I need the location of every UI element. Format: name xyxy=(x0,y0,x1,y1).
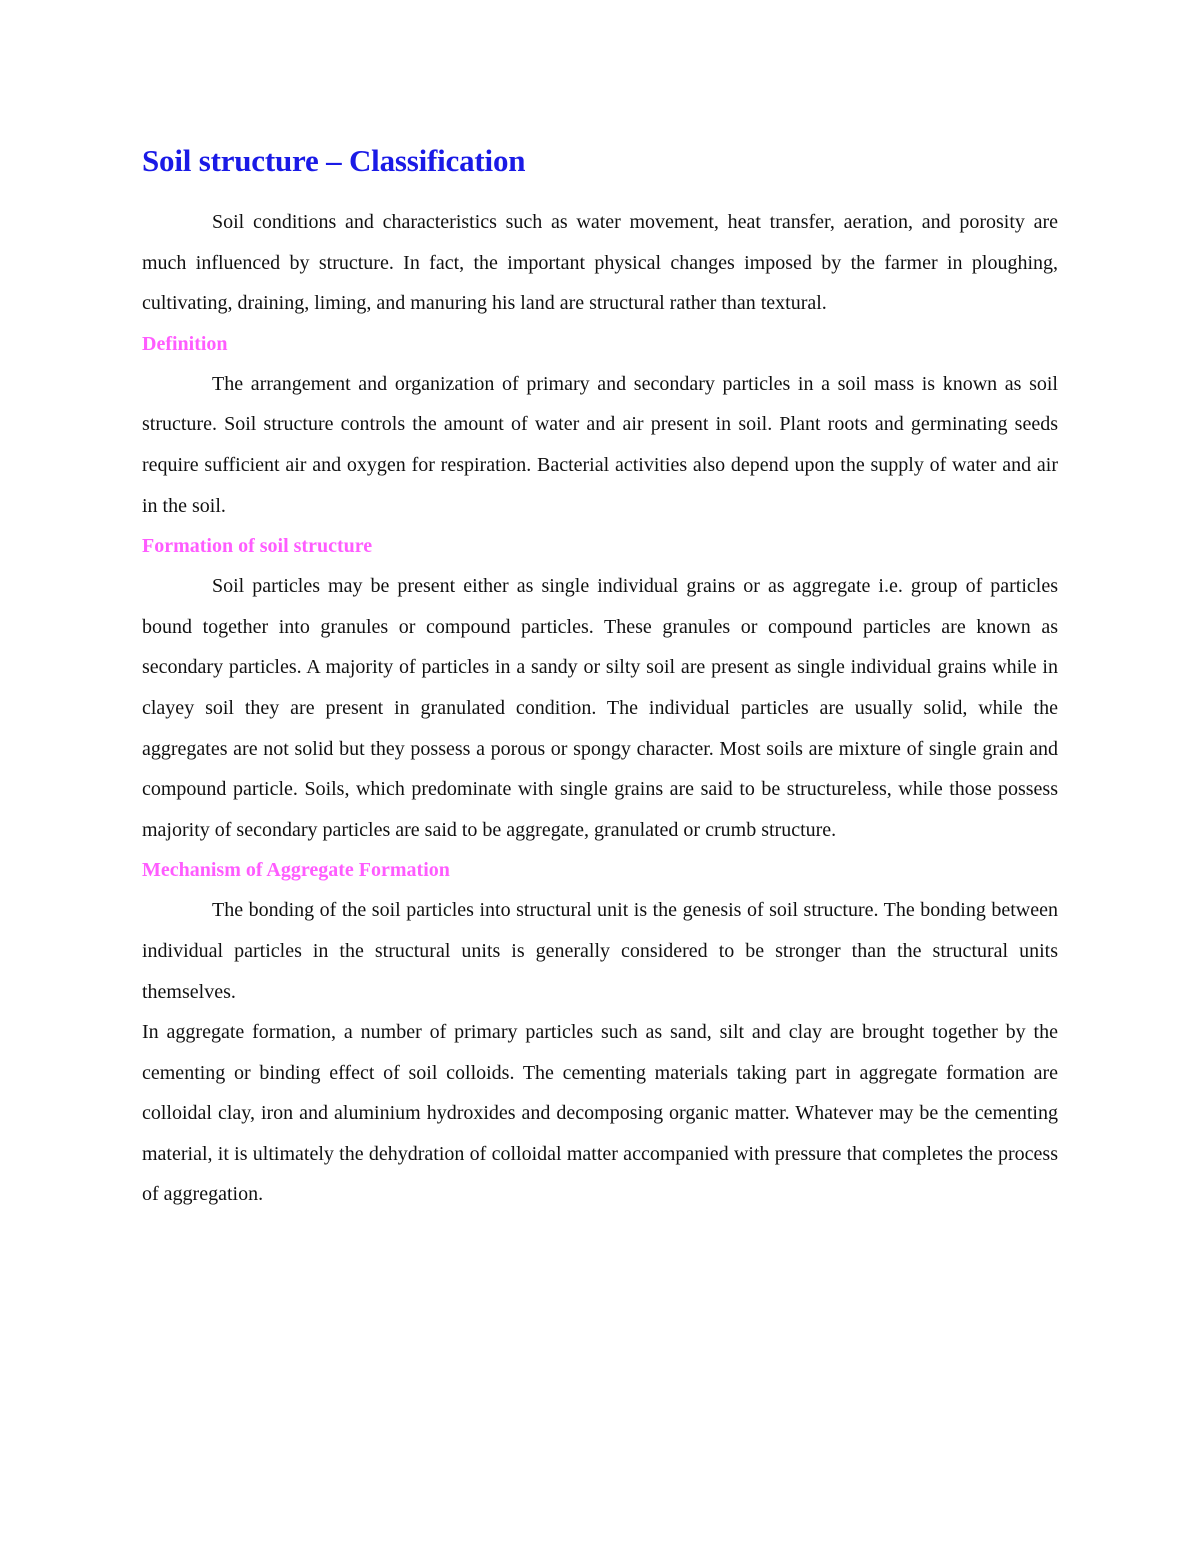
section-heading-definition: Definition xyxy=(142,332,228,355)
document-page xyxy=(142,138,1058,1215)
mechanism-paragraph-2: In aggregate formation, a number of primary particles such as sand, silt and clay are brought together by the cementing or binding effect of soil colloids. The cementing materials taking part in aggregate formation are colloidal clay, iron and aluminium hydroxides and decomposing organic matter. Whatever may be the cementing material, it is ultimately the dehydration of colloidal matter accompanied with pressure that completes the process of aggregation. xyxy=(142,1021,1058,1206)
formation-paragraph: Soil particles may be present either as single individual grains or as aggregate i.e. group of particles bound together into granules or compound particles. These granules or compound particles are known as secondary particles. A majority of particles in a sandy or silty soil are present as single individual grains while in clayey soil they are present in granulated condition. The individual particles are usually solid, while the aggregates are not solid but they possess a porous or spongy character. Most soils are mixture of single grain and compound particle. Soils, which predominate with single grains are said to be structureless, while those possess majority of secondary particles are said to be aggregate, granulated or crumb structure. xyxy=(142,575,1058,841)
section-heading-formation: Formation of soil structure xyxy=(142,535,373,558)
mechanism-paragraph-1: The bonding of the soil particles into structural unit is the genesis of soil structure. The bonding between individual particles in the structural units is generally considered to be stronger than the structural units themselves. xyxy=(142,899,1058,1003)
intro-paragraph: Soil conditions and characteristics such as water movement, heat transfer, aeration, and porosity are much influenced by structure. In fact, the important physical changes imposed by the farmer in ploughing, cultivating, draining, liming, and manuring his land are structural rather than textural. xyxy=(142,211,1058,315)
section-heading-mechanism: Mechanism of Aggregate Formation xyxy=(142,859,450,882)
definition-paragraph: The arrangement and organization of primary and secondary particles in a soil mass is known as soil structure. Soil structure controls the amount of water and air present in soil. Plant roots and germinating seeds require sufficient air and oxygen for respiration. Bacterial activities also depend upon the supply of water and air in the soil. xyxy=(142,372,1058,517)
page-title: Soil structure – Classification xyxy=(142,143,526,178)
title-spacer xyxy=(142,184,1058,202)
